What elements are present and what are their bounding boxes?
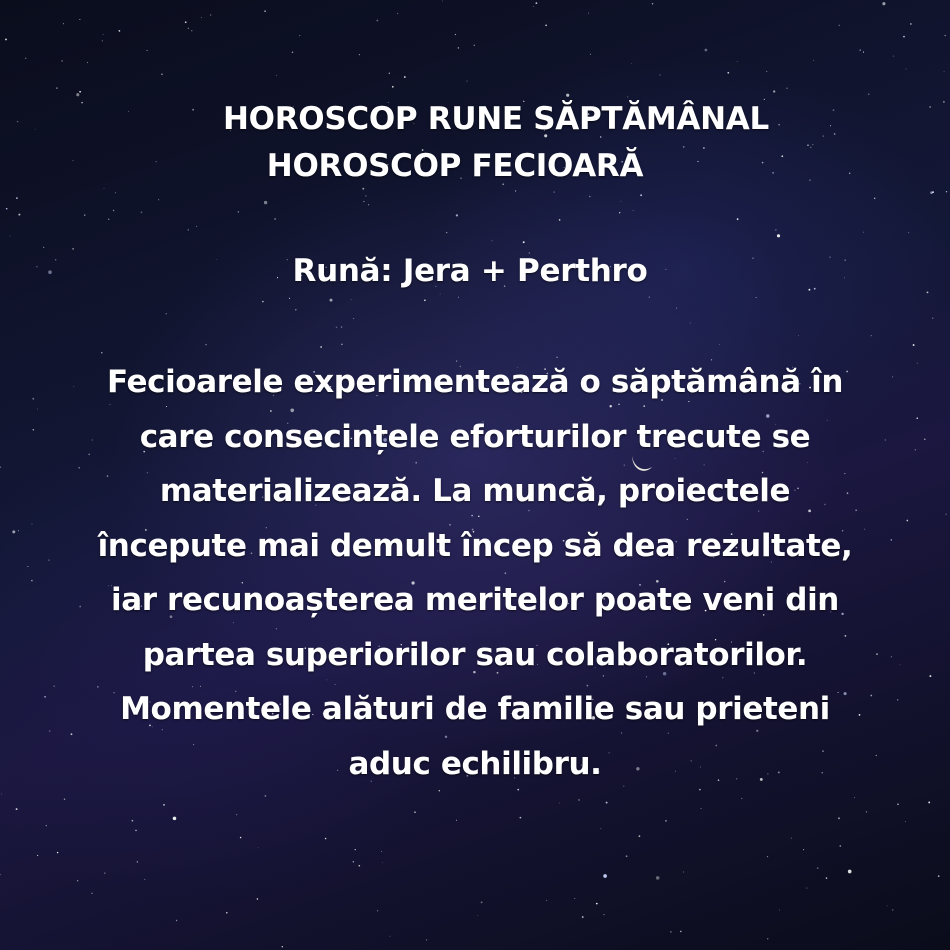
title-line-1: HOROSCOP RUNE SĂPTĂMÂNAL (223, 101, 769, 137)
body-line: partea superiorilor sau colaboratorilor. (142, 636, 808, 673)
rune-line: Rună: Jera + Perthro (292, 253, 648, 289)
body-line: care consecințele eforturilor trecute se (139, 418, 811, 455)
body-line: Fecioarele experimentează o săptămână în (106, 364, 844, 400)
body-line: aduc echilibru. (348, 745, 602, 782)
horoscope-body (30, 355, 920, 791)
body-line: iar recunoașterea meritelor poate veni din (111, 582, 839, 618)
title-line-2: HOROSCOP FECIOARĂ (266, 148, 644, 184)
body-line: materializează. La muncă, proiectele (159, 473, 791, 509)
body-line: începute mai demult încep să dea rezultate, (97, 527, 853, 564)
body-line: Momentele alături de familie sau prieteni (120, 691, 830, 727)
